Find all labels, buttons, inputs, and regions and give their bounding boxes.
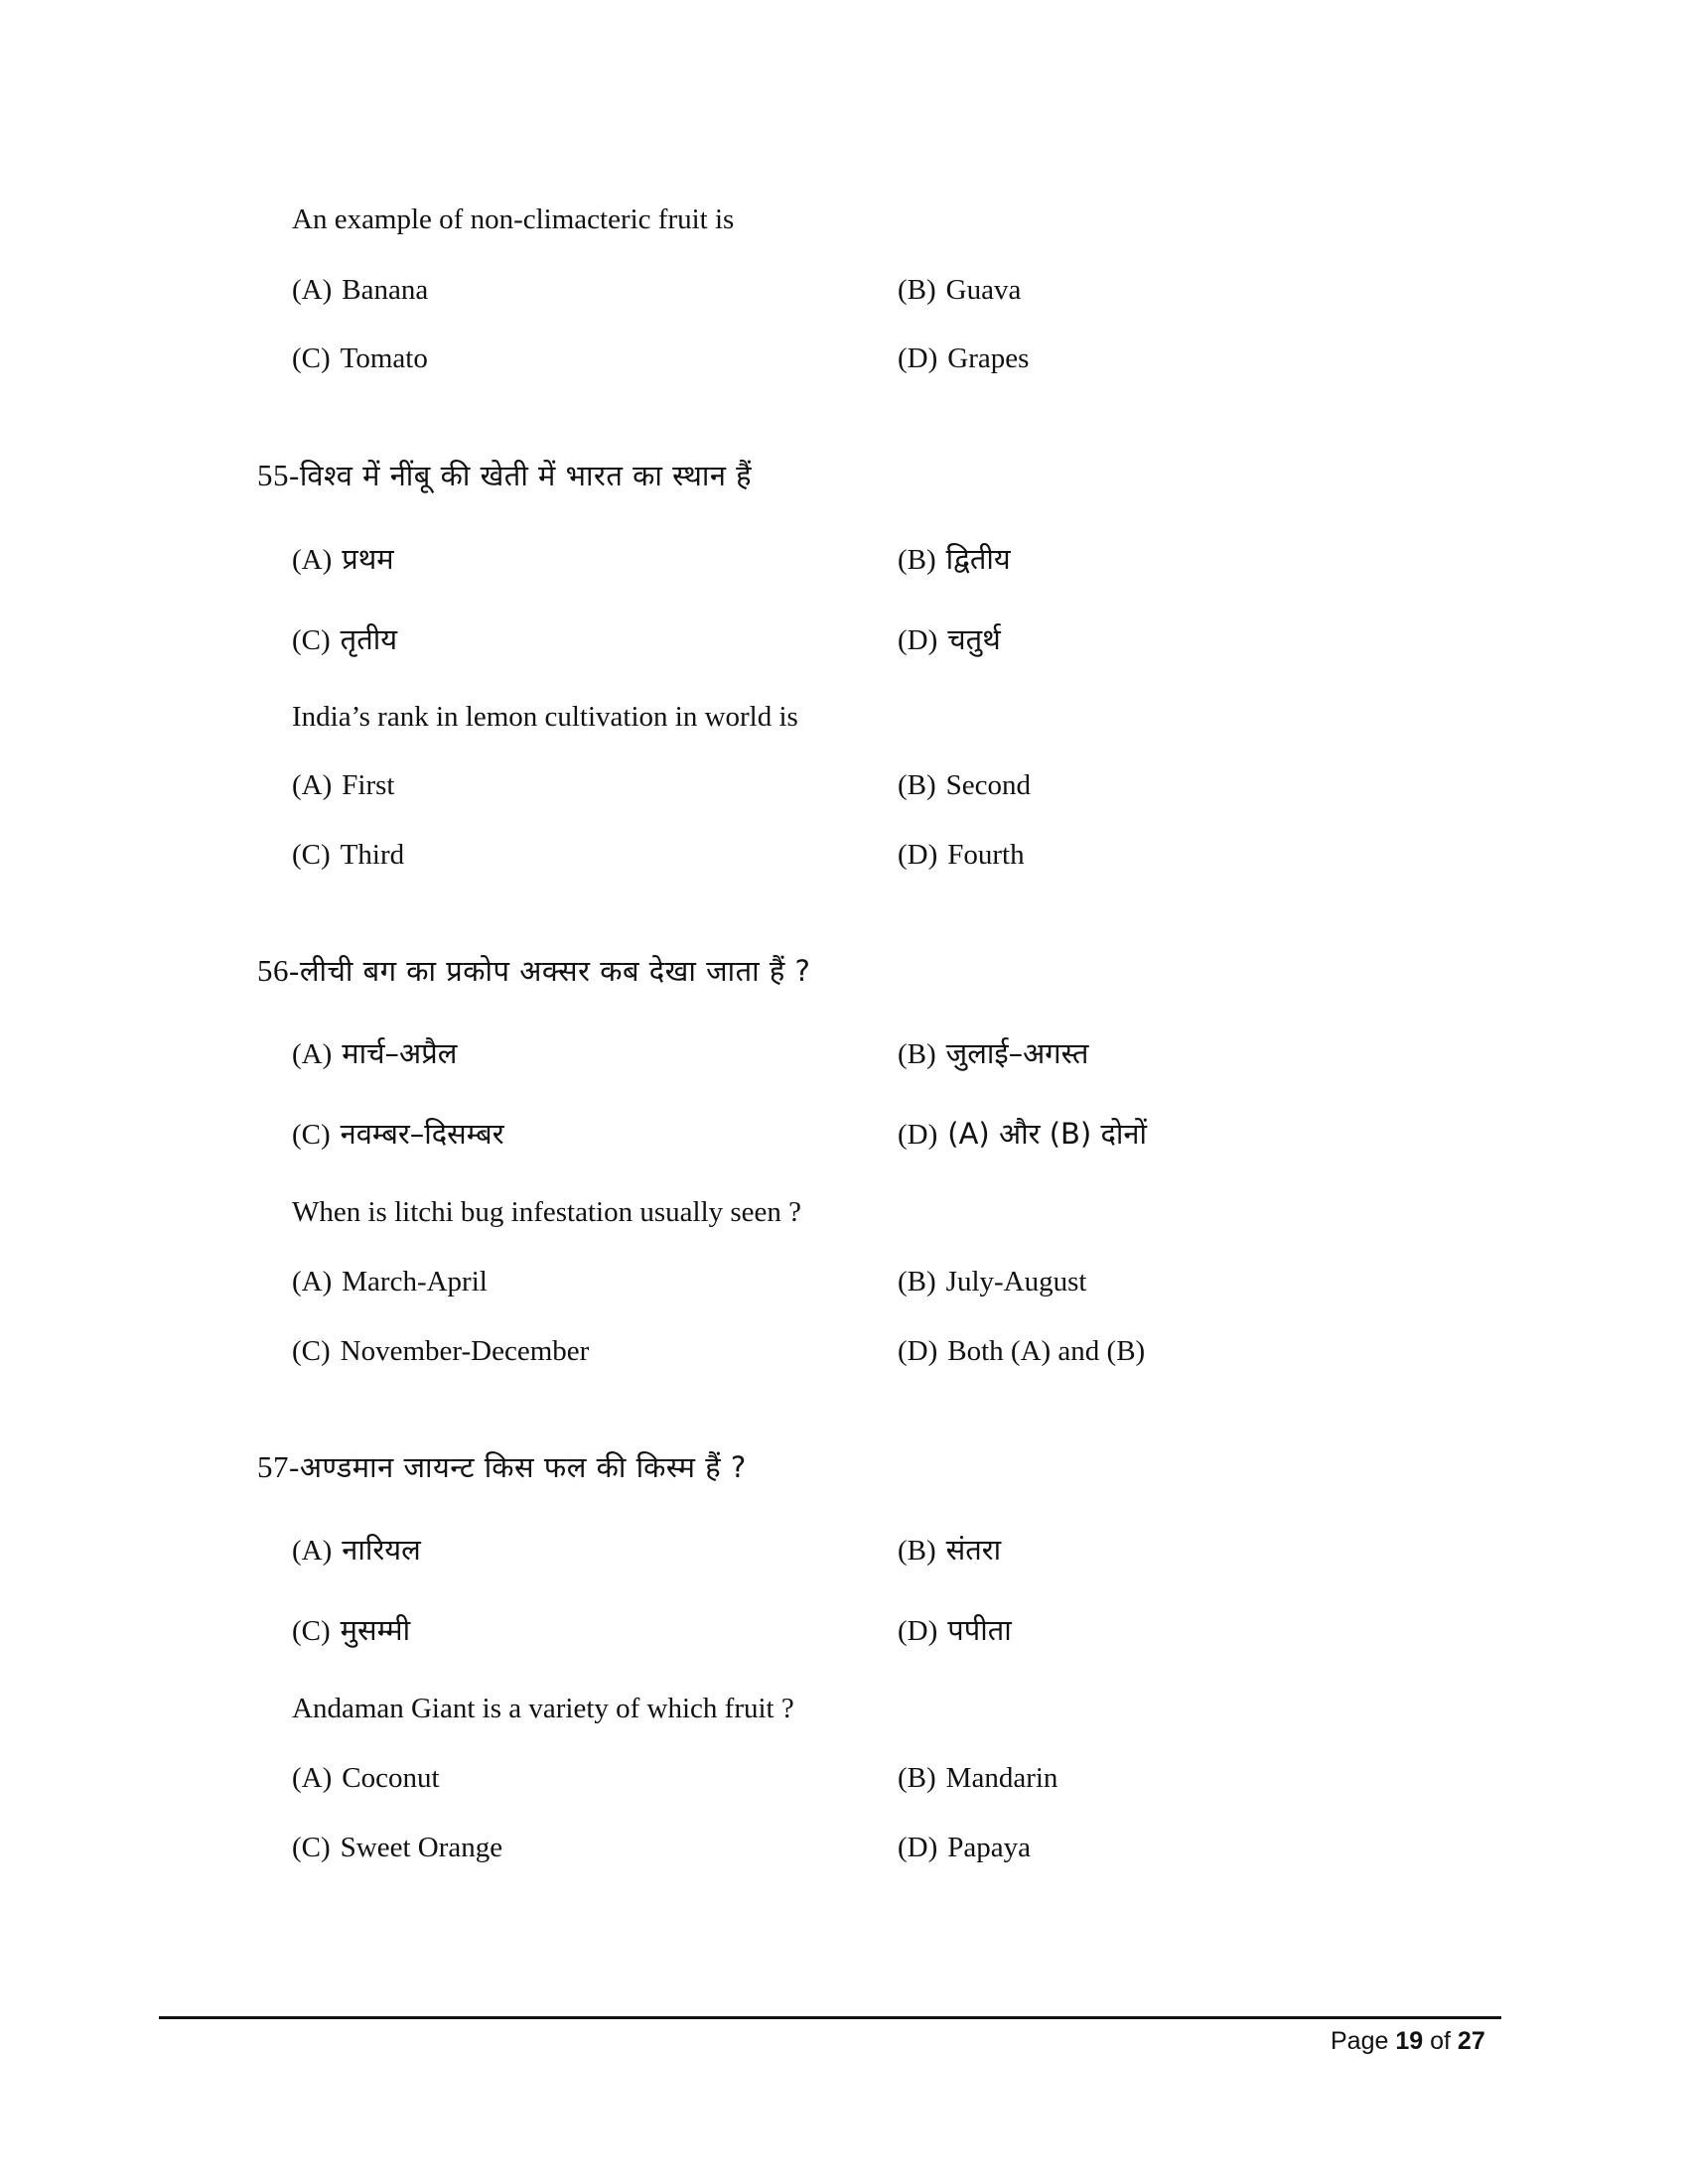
current-page: 19 [1395,2027,1424,2055]
option-label: (D) [898,624,938,656]
option-label: (B) [898,769,936,801]
option-label: (D) [898,1119,938,1151]
option-a [292,272,428,308]
option-label: (A) [292,769,333,801]
option-label: (A) [292,274,333,306]
option-d [898,341,1029,376]
question-text-en: Andaman Giant is a variety of which fruit ? [292,1693,794,1724]
question-text-en: When is litchi bug infestation usually seen ? [292,1196,802,1228]
option-b [898,272,1021,308]
question-heading-56 [257,951,810,991]
option-a [292,1264,488,1299]
option-label: (D) [898,1335,938,1367]
option-text: Guava [945,274,1022,306]
option-text: (A) और (B) दोनों [947,1117,1147,1151]
question-number: 57- [257,1449,300,1484]
option-text: प्रथम [342,542,394,576]
footer-divider [159,2016,1501,2019]
option-text: Papaya [947,1832,1032,1863]
question-number: 55- [257,458,300,492]
option-c [292,1830,502,1865]
option-label: (C) [292,839,331,871]
option-label: (A) [292,544,333,576]
option-label: (B) [898,544,936,576]
option-text: मुसम्मी [340,1613,411,1647]
option-text: November-December [340,1335,590,1367]
option-b [898,1760,1057,1796]
option-d [898,837,1025,873]
option-text: Third [340,839,405,871]
option-b [898,767,1031,803]
option-b [898,1532,1001,1569]
option-label: (C) [292,342,331,374]
option-c [292,621,397,658]
option-text: चतुर्थ [947,622,1001,656]
option-label: (A) [292,1038,333,1070]
option-b [898,1035,1088,1072]
page-word: Page [1331,2027,1389,2055]
option-label: (C) [292,1832,331,1863]
option-label: (C) [292,1335,331,1367]
option-label: (B) [898,1038,936,1070]
option-text: First [342,769,395,801]
option-label: (A) [292,1266,333,1297]
question-text-hi: लीची बग का प्रकोप अक्सर कब देखा जाता हैं ? [299,954,811,988]
option-text: पपीता [947,1613,1012,1647]
option-c [292,341,428,376]
option-text: Tomato [340,342,428,374]
option-label: (C) [292,1119,331,1151]
option-text: Coconut [342,1762,440,1794]
question-text-hi: विश्व में नींबू की खेती में भारत का स्थान हैं [299,459,753,492]
of-word: of [1430,2027,1451,2055]
option-a [292,1760,440,1796]
option-text: नवम्बर–दिसम्बर [340,1117,504,1151]
option-text: Banana [342,274,429,306]
option-d [898,1333,1145,1369]
option-c [292,837,404,873]
option-label: (B) [898,1762,936,1794]
option-text: Fourth [947,839,1025,871]
option-a [292,1035,457,1072]
option-a [292,767,394,803]
option-c [292,1116,504,1153]
option-text: Grapes [947,342,1030,374]
option-text: Both (A) and (B) [947,1335,1146,1367]
option-b [898,1264,1086,1299]
option-text: Sweet Orange [340,1832,503,1863]
option-label: (D) [898,1832,938,1863]
option-label: (B) [898,1535,936,1567]
option-text: तृतीय [340,622,398,656]
question-text-hi: अण्डमान जायन्ट किस फल की किस्म हैं ? [299,1450,747,1484]
option-c [292,1333,589,1369]
question-text-en: An example of non-climacteric fruit is [292,204,735,235]
option-label: (B) [898,1266,936,1297]
option-d [898,621,1001,658]
option-text: July-August [945,1266,1087,1297]
option-a [292,1532,421,1569]
option-label: (D) [898,342,938,374]
option-text: द्वितीय [945,542,1011,576]
option-b [898,541,1011,578]
option-label: (C) [292,1615,331,1647]
option-text: मार्च–अप्रैल [342,1036,458,1070]
option-a [292,541,394,578]
option-text: Mandarin [945,1762,1058,1794]
option-text: Second [945,769,1032,801]
option-d [898,1612,1012,1649]
option-text: जुलाई–अगस्त [945,1036,1089,1070]
option-d [898,1116,1147,1153]
question-heading-55 [257,456,752,495]
option-d [898,1830,1031,1865]
page-number [1331,2025,1485,2057]
question-text-en: India’s rank in lemon cultivation in world is [292,701,798,733]
option-label: (D) [898,839,938,871]
option-c [292,1612,410,1649]
question-heading-57 [257,1447,747,1487]
option-label: (A) [292,1535,333,1567]
total-pages: 27 [1457,2027,1485,2055]
question-number: 56- [257,953,300,988]
option-text: March-April [342,1266,488,1297]
option-text: संतरा [945,1533,1002,1567]
option-label: (A) [292,1762,333,1794]
option-label: (B) [898,274,936,306]
option-label: (C) [292,624,331,656]
option-label: (D) [898,1615,938,1647]
option-text: नारियल [342,1533,421,1567]
